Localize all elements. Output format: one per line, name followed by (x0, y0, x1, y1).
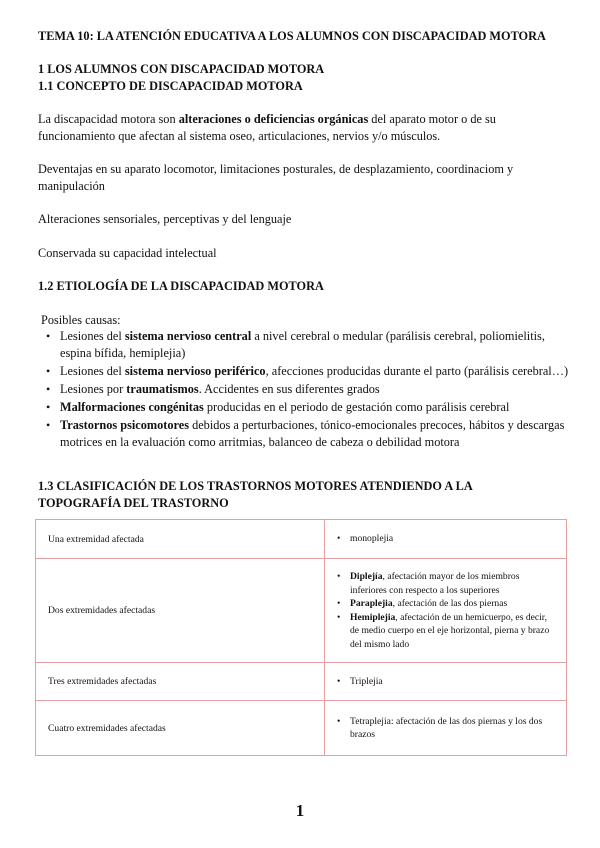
causes-list (44, 328, 574, 452)
list-item (337, 597, 554, 611)
bullet-icon: • (46, 418, 51, 432)
section-1-3-heading-line2: TOPOGRAFÍA DEL TRASTORNO (38, 496, 229, 510)
bullet-icon: • (337, 715, 341, 727)
bullet-icon: • (337, 571, 341, 582)
table-row (36, 663, 567, 701)
causes-intro: Posibles causas: (41, 313, 121, 327)
type-description: , afectación de un hemicuerpo, es decir, de medio cuerpo en el eje horizontal, pierna y brazo del mismo lado (350, 611, 550, 650)
type-name: Paraplejia (350, 598, 393, 609)
table-cell-types (325, 559, 567, 663)
table-row (36, 520, 567, 559)
cause-text-before: Lesiones por (60, 382, 127, 396)
type-description: , afectación mayor de los miembros inferiores con respecto a los superiores (350, 571, 520, 596)
cause-text-bold: Trastornos psicomotores (60, 418, 189, 432)
list-item (337, 570, 554, 597)
bullet-icon: • (46, 364, 51, 378)
section-1-1-heading: 1.1 CONCEPTO DE DISCAPACIDAD MOTORA (38, 79, 303, 93)
cause-text-bold: sistema nervioso periférico (124, 364, 266, 378)
section-1-3-heading-line1: 1.3 CLASIFICACIÓN DE LOS TRASTORNOS MOTORES ATENDIENDO A LA (38, 479, 473, 493)
type-description: Triplejia (350, 675, 383, 687)
bullet-icon: • (46, 329, 51, 343)
bullet-icon: • (46, 400, 51, 414)
bullet-icon: • (337, 533, 341, 545)
type-list (337, 715, 554, 742)
table-row (36, 701, 567, 756)
bullet-icon: • (337, 675, 341, 687)
page-title: TEMA 10: LA ATENCIÓN EDUCATIVA A LOS ALUMNOS CON DISCAPACIDAD MOTORA (38, 29, 546, 43)
cause-text-after: producidas en el periodo de gestación como parálisis cerebral (203, 400, 510, 414)
cause-text-after: , afecciones producidas durante el parto (parálisis cerebral…) (265, 364, 569, 378)
cause-item (44, 381, 574, 398)
table-cell-limbs: Tres extremidades afectadas (36, 663, 325, 701)
cause-text-bold: Malformaciones congénitas (60, 400, 204, 414)
bullet-icon: • (337, 611, 341, 623)
cause-text-bold: sistema nervioso central (124, 329, 252, 343)
cause-text-after: debidos a perturbaciones, tónico-emocionales precoces, hábitos y descargas motrices en la evaluación como arritmias, balanceo de cabeza o debilidad motora (60, 418, 565, 449)
table-cell-limbs: Cuatro extremidades afectadas (36, 701, 325, 756)
type-name: Hemiplejia (350, 611, 396, 623)
cause-text-before: Lesiones del (60, 329, 125, 343)
table-cell-types (325, 663, 567, 701)
type-list (337, 675, 554, 689)
table-cell-types (325, 520, 567, 559)
section-1-2-heading: 1.2 ETIOLOGÍA DE LA DISCAPACIDAD MOTORA (38, 279, 324, 293)
classification-table (35, 519, 567, 756)
cause-item (44, 399, 574, 416)
type-list (337, 570, 554, 651)
sensory-paragraph: Alteraciones sensoriales, perceptivas y del lenguaje (38, 212, 292, 226)
intellect-paragraph: Conservada su capacidad intelectual (38, 246, 217, 260)
page-number: 1 (295, 801, 305, 820)
list-item (337, 675, 554, 689)
disadvantages-paragraph: Deventajas en su aparato locomotor, limitaciones posturales, de desplazamiento, coordinaciom y manipulación (38, 162, 514, 193)
list-item (337, 611, 554, 652)
cause-item (44, 417, 574, 451)
type-name: Diplejía (350, 571, 383, 582)
concept-paragraph (38, 111, 568, 145)
type-description: monoplejia (350, 533, 394, 545)
cause-item (44, 363, 574, 380)
section-1-heading: 1 LOS ALUMNOS CON DISCAPACIDAD MOTORA (38, 62, 325, 76)
bullet-icon: • (337, 598, 341, 609)
table-row (36, 559, 567, 663)
type-list (337, 532, 554, 546)
cause-item (44, 328, 574, 362)
table-cell-limbs: Una extremidad afectada (36, 520, 325, 559)
concept-text-after: del aparato motor o de su funcionamiento que afectan al sistema oseo, articulaciones, nervios y/o músculos. (38, 112, 496, 143)
concept-text-before: La discapacidad motora son (38, 112, 179, 126)
list-item (337, 715, 554, 742)
bullet-icon: • (46, 382, 51, 396)
type-description: Tetraplejia: afectación de las dos piernas y los dos brazos (350, 715, 543, 740)
cause-text-after: a nivel cerebral o medular (parálisis cerebral, poliomielitis, espina bífida, hemiplejia) (60, 329, 545, 360)
cause-text-before: Lesiones del (60, 364, 125, 378)
cause-text-after: . Accidentes en sus diferentes grados (198, 382, 380, 396)
list-item (337, 532, 554, 546)
section-1-3-heading (38, 478, 473, 512)
table-cell-limbs: Dos extremidades afectadas (36, 559, 325, 663)
type-description: , afectación de las dos piernas (392, 598, 508, 609)
concept-text-bold: alteraciones o deficiencias orgánicas (178, 112, 369, 126)
table-cell-types (325, 701, 567, 756)
cause-text-bold: traumatismos (126, 382, 199, 396)
